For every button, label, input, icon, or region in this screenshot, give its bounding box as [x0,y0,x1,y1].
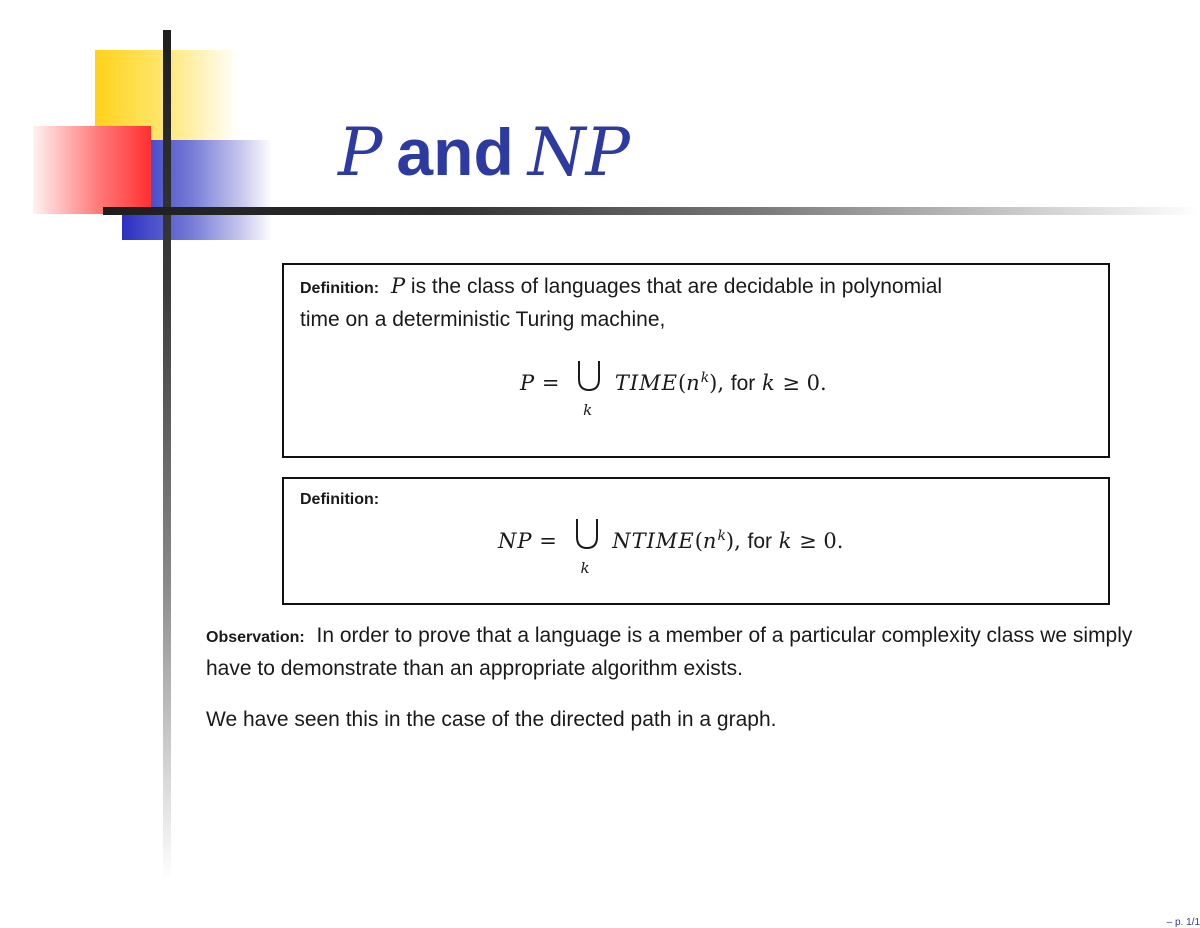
formula-p-cond-rel: ≥ [782,371,800,395]
red-square-decoration [33,126,151,214]
formula-p-cond-var: k [761,371,776,395]
formula-p-cond-val: 0. [806,371,827,395]
formula-np-cond-rel: ≥ [799,529,817,553]
definition-p-line2: time on a deterministic Turing machine, [300,308,666,331]
horizontal-rule [103,207,1200,215]
formula-np-for: for [747,530,772,553]
title-var-np: NP [527,114,630,191]
formula-p-for: for [730,372,756,395]
observation-paragraph [206,620,1156,684]
formula-p-arg-exp: k [700,370,710,386]
slide-title [338,112,630,192]
definition-np-label: Definition: [300,491,380,508]
formula-np-eq: = [539,529,557,553]
formula-np-cond-val: 0. [823,529,844,553]
formula-np-arg-exp: k [717,528,726,544]
title-word-and: and [396,115,514,189]
definition-p-box [282,263,1110,458]
formula-np-cond-var: k [778,529,793,553]
definition-np-formula: NP = k $NTIME(n^k)$, for k ≥ 0. [498,521,843,557]
remark-paragraph: We have seen this in the case of the directed path in a graph. [206,708,777,731]
formula-np-union-sub: k [580,559,590,577]
formula-p-lhs: P [520,371,536,395]
page-number: – p. 1/1 [1166,917,1200,928]
formula-np-arg-base: n [702,529,718,553]
formula-p-arg-base: n [686,371,701,395]
observation-text: In order to prove that a language is a member of a particular complexity class we simply have to demonstrate than an appropriate algorithm exists. [206,624,1133,680]
formula-p-fn: TIME [614,371,678,395]
formula-np-lhs: NP [498,529,533,553]
definition-p-var: P [390,274,406,298]
definition-p-line1 [300,271,942,304]
definition-p-label: Definition: [300,280,380,297]
vertical-rule [163,30,171,880]
big-union-icon [574,363,604,419]
definition-p-text1: is the class of languages that are decidable in polynomial [410,275,943,298]
definition-p-formula: P = k $TIME(n^k)$, for k ≥ 0. [520,363,827,399]
title-var-p: P [338,114,383,191]
formula-p-union-sub: k [583,401,593,419]
observation-label: Observation: [206,629,305,646]
definition-np-line1 [300,483,385,515]
formula-np-fn: NTIME [612,529,695,553]
big-union-icon [572,521,602,577]
formula-p-eq: = [541,371,560,395]
definition-np-box [282,477,1110,605]
